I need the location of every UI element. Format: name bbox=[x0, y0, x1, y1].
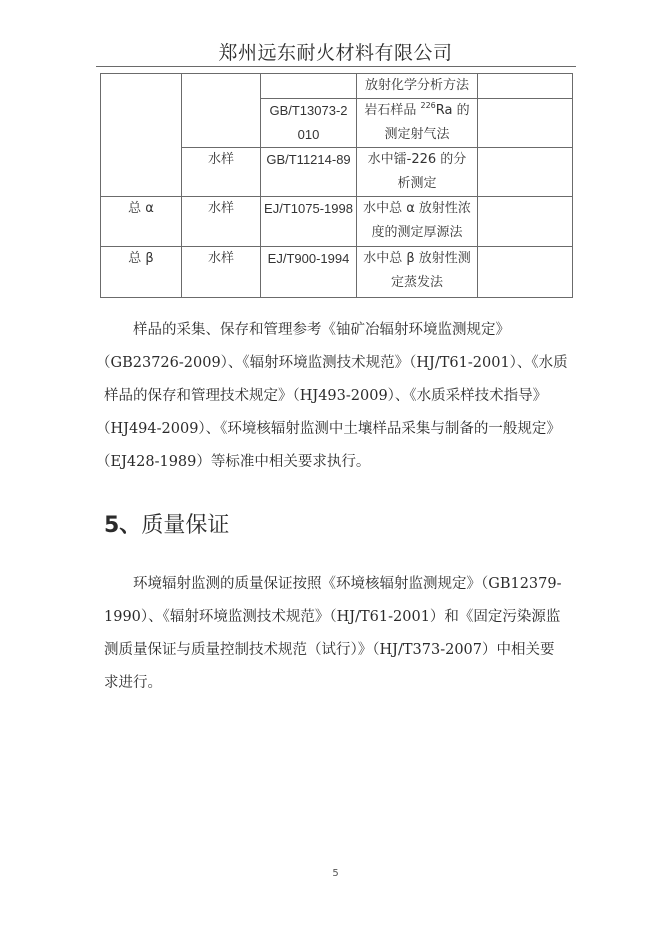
standard-cell: GB/T13073-2010 bbox=[261, 99, 357, 148]
note-cell bbox=[478, 247, 573, 298]
table-row bbox=[101, 74, 573, 99]
table-row bbox=[101, 197, 573, 247]
method-text-suffix: Ra 的测定射气法 bbox=[384, 103, 470, 142]
sample-cell: 水样 bbox=[182, 247, 261, 298]
method-cell: 水中镭-226 的分析测定 bbox=[357, 148, 478, 197]
sample-cell bbox=[182, 74, 261, 148]
standard-cell: EJ/T1075-1998 bbox=[261, 197, 357, 247]
method-text-prefix: 岩石样品 bbox=[364, 103, 421, 118]
paragraph-line: 1990）、《辐射环境监测技术规范》（HJ/T61-2001）和《固定污染源监 bbox=[104, 609, 561, 625]
method-cell bbox=[357, 99, 478, 148]
paragraph-line: 测质量保证与质量控制技术规范（试行）》（HJ/T373-2007）中相关要 bbox=[104, 642, 555, 658]
sampling-reference-paragraph bbox=[96, 314, 574, 479]
page-number: 5 bbox=[332, 868, 339, 879]
paragraph-line: （GB23726-2009）、《辐射环境监测技术规范》（HJ/T61-2001）、《水质 bbox=[96, 355, 568, 371]
method-cell: 放射化学分析方法 bbox=[357, 74, 478, 99]
sample-cell: 水样 bbox=[182, 148, 261, 197]
note-cell bbox=[478, 99, 573, 148]
section-number: 5、 bbox=[104, 513, 142, 538]
section-title: 质量保证 bbox=[141, 513, 230, 538]
item-cell: 总 α bbox=[101, 197, 182, 247]
paragraph-line: 求进行。 bbox=[104, 675, 162, 691]
section-heading bbox=[104, 508, 229, 539]
standard-cell bbox=[261, 74, 357, 99]
table-row bbox=[101, 247, 573, 298]
sample-cell: 水样 bbox=[182, 197, 261, 247]
method-cell: 水中总 β 放射性测定蒸发法 bbox=[357, 247, 478, 298]
paragraph-line: 环境辐射监测的质量保证按照《环境核辐射监测规定》（GB12379- bbox=[104, 576, 562, 592]
quality-assurance-paragraph bbox=[104, 568, 574, 700]
company-header-title: 郑州远东耐火材料有限公司 bbox=[218, 42, 453, 64]
note-cell bbox=[478, 197, 573, 247]
note-cell bbox=[478, 148, 573, 197]
item-cell bbox=[101, 74, 182, 197]
paragraph-line: 样品的采集、保存和管理参考《铀矿冶辐射环境监测规定》 bbox=[104, 322, 510, 338]
item-cell: 总 β bbox=[101, 247, 182, 298]
paragraph-line: （EJ428-1989）等标准中相关要求执行。 bbox=[96, 454, 371, 470]
monitoring-methods-table bbox=[100, 73, 573, 298]
standard-cell: GB/T11214-89 bbox=[261, 148, 357, 197]
note-cell bbox=[478, 74, 573, 99]
header-divider bbox=[96, 66, 576, 67]
paragraph-line: 样品的保存和管理技术规定》（HJ493-2009）、《水质采样技术指导》 bbox=[104, 388, 548, 404]
standard-cell: EJ/T900-1994 bbox=[261, 247, 357, 298]
method-cell: 水中总 α 放射性浓度的测定厚源法 bbox=[357, 197, 478, 247]
isotope-superscript: 226 bbox=[420, 101, 436, 110]
paragraph-line: （HJ494-2009）、《环境核辐射监测中土壤样品采集与制备的一般规定》 bbox=[96, 421, 561, 437]
